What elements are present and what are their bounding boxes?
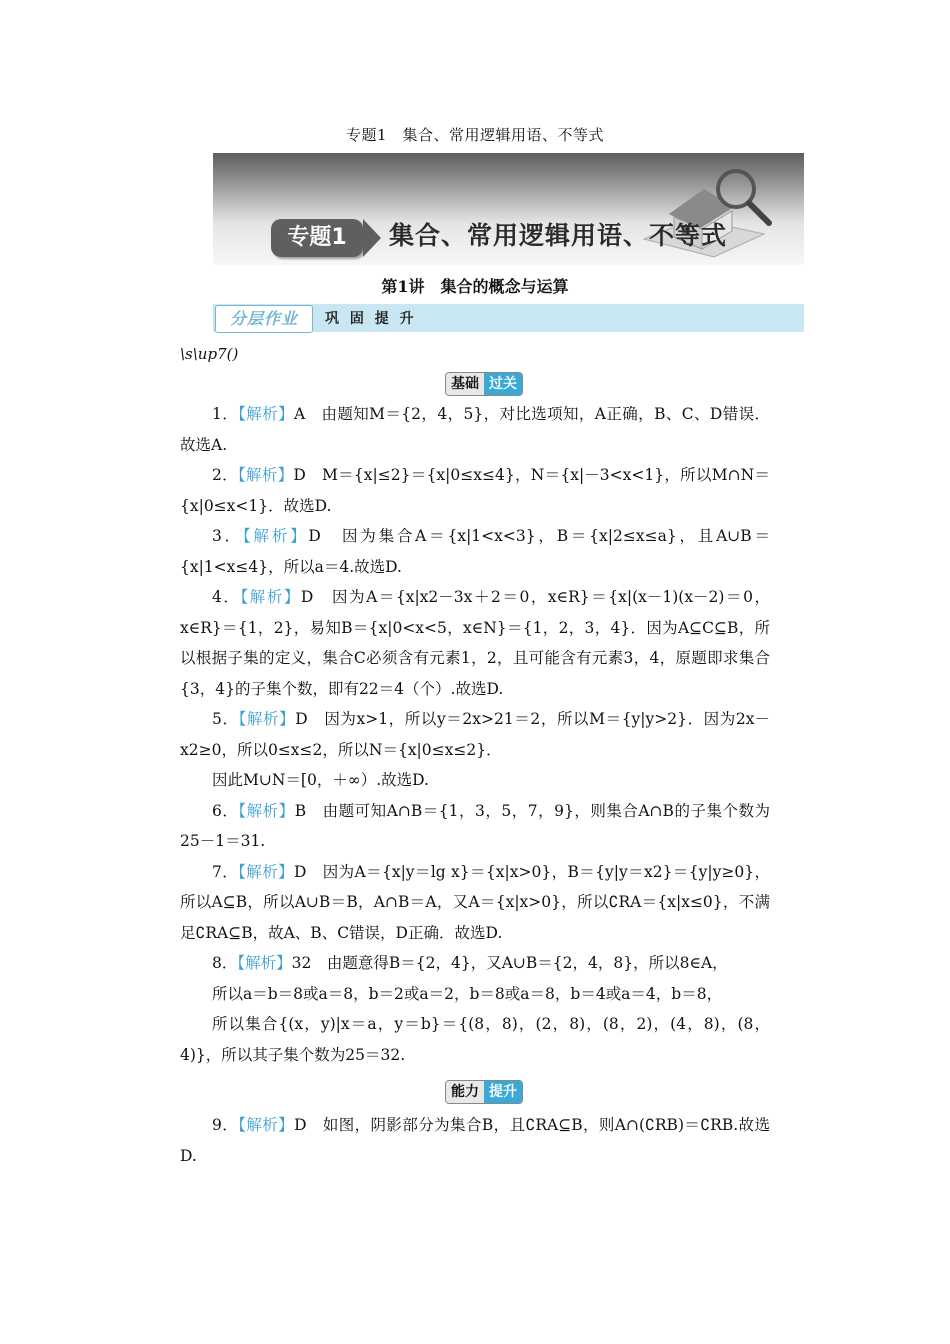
topic-title: 集合、常用逻辑用语、不等式	[389, 221, 728, 250]
answer-item: 1．【解析】A 由题知M＝{2，4，5}，对比选项知，A正确，B、C、D错误．故选A.	[180, 405, 770, 454]
answer-item: 2．【解析】D M＝{x|≤2}＝{x|0≤x≤4}，N＝{x|－3<x<1}，所以M∩N＝{x|0≤x<1}．故选D.	[180, 466, 770, 515]
topic-tag: 专题1	[271, 219, 363, 257]
answer-continuation: 因此M∪N＝[0，＋∞）.故选D.	[212, 771, 429, 789]
answer-item: 5．【解析】D 因为x>1，所以y＝2x>21＝2，所以M＝{y|y>2}．因为2x－x2≥0，所以0≤x≤2，所以N＝{x|0≤x≤2}．	[180, 710, 770, 759]
answer-item: 7．【解析】D 因为A＝{x|y＝lg x}＝{x|x>0}，B＝{y|y＝x2}＝{y|y≥0}，所以A⊆B，所以A∪B＝B，A∩B＝A，又A＝{x|x>0}，所以∁RA＝{x|x≤0}，不满足∁RA⊆B，故A、B、C错误，D正确．故选D.	[180, 862, 770, 942]
answer-item: 6．【解析】B 由题可知A∩B＝{1，3，5，7，9}，则集合A∩B的子集个数为25－1＝31.	[180, 801, 770, 850]
section-tag-part: 基础	[446, 373, 484, 395]
section-tag-advanced	[445, 1080, 523, 1104]
running-header: 专题1 集合、常用逻辑用语、不等式	[345, 126, 605, 144]
answers-block-1	[180, 399, 770, 1070]
homework-subtitle: 巩 固 提 升	[325, 311, 417, 327]
stray-macro-text: \s\up7()	[180, 345, 239, 363]
lecture-title: 第1讲 集合的概念与运算	[381, 277, 569, 296]
topic-banner	[213, 153, 804, 265]
homework-tag: 分层作业	[215, 305, 313, 333]
answer-item: 8．【解析】32 由题意得B＝{2，4}，又A∪B＝{2，4，8}，所以8∈A，	[212, 954, 728, 972]
answer-item: 3．【解析】D 因为集合A＝{x|1<x<3}，B＝{x|2≤x≤a}，且A∪B＝{x|1<x≤4}，所以a＝4.故选D.	[180, 527, 770, 576]
section-tag-part: 提升	[484, 1081, 522, 1103]
section-tag-part: 过关	[484, 373, 522, 395]
topic-tag-arrow	[363, 219, 381, 257]
answer-continuation: 所以a＝b＝8或a＝8，b＝2或a＝2，b＝8或a＝8，b＝4或a＝4，b＝8，	[212, 984, 723, 1003]
section-tag-basic	[445, 372, 523, 396]
answer-item: 9．【解析】D 如图，阴影部分为集合B，且∁RA⊆B，则A∩(∁RB)＝∁RB.故选D.	[180, 1116, 770, 1165]
homework-bar	[213, 304, 804, 332]
section-tag-part: 能力	[446, 1081, 484, 1103]
answer-continuation: 所以集合{(x，y)|x＝a，y＝b}＝{(8，8)，(2，8)，(8，2)，(4，8)，(8，4)}，所以其子集个数为25＝32.	[180, 1015, 770, 1064]
answer-item: 4．【解析】D 因为A＝{x|x2－3x＋2＝0，x∈R}＝{x|(x－1)(x－2)＝0，x∈R}＝{1，2}，易知B＝{x|0<x<5，x∈N}＝{1，2，3，4}．因为A⊆C⊆B，所以根据子集的定义，集合C必须含有元素1，2，且可能含有元素3，4，原题即求集合{3，4}的子集个数，即有22＝4（个）.故选D.	[180, 588, 770, 698]
answers-block-2	[180, 1110, 770, 1171]
